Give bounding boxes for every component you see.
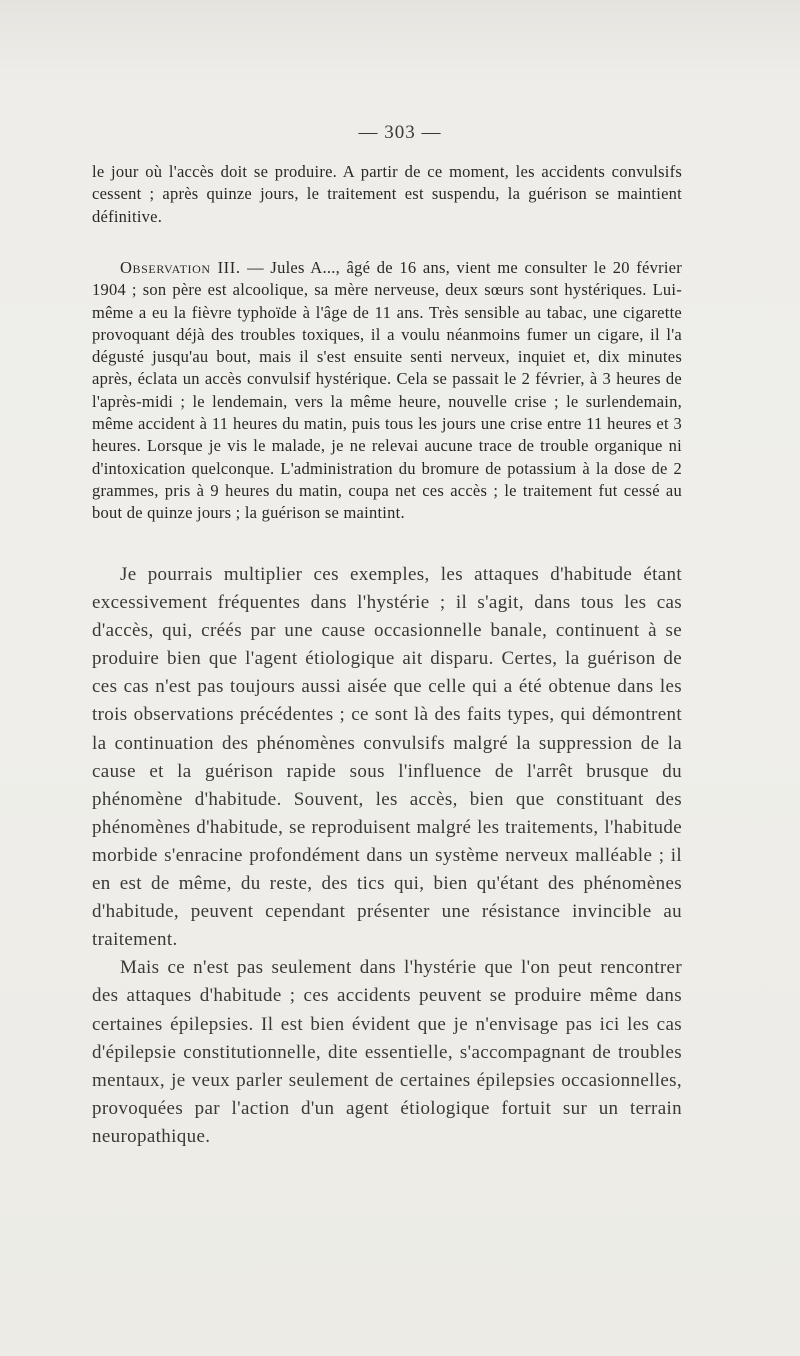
main-text-block	[92, 561, 682, 1151]
observation-continued-block	[92, 161, 682, 228]
observation-continued-paragraph: le jour où l'accès doit se produire. A partir de ce moment, les accidents convulsifs cessent ; après quinze jours, le traitement est suspendu, la guérison se maintient définitive.	[92, 162, 682, 226]
observation-3-label: Observation III.	[120, 258, 241, 277]
observation-3-block	[92, 257, 682, 525]
observation-3-paragraph	[92, 257, 682, 525]
observation-3-text: — Jules A..., âgé de 16 ans, vient me consulter le 20 février 1904 ; son père est alcoolique, sa mère nerveuse, deux sœurs sont hystériques. Lui-même a eu la fièvre typhoïde à l'âge de 11 ans. Très sensible au tabac, une cigarette provoquant déjà des troubles toxiques, il a voulu néanmoins fumer un cigare, il l'a dégusté jusqu'au bout, mais il s'est ensuite senti nerveux, inquiet et, dix minutes après, éclata un accès convulsif hystérique. Cela se passait le 2 février, à 3 heures de l'après-midi ; le lendemain, vers la même heure, nouvelle crise ; le surlendemain, même accident à 11 heures du matin, puis tous les jours une crise entre 11 heures et 3 heures. Lorsque je vis le malade, je ne relevai aucune trace de trouble organique ni d'intoxication quelconque. L'administration du bromure de potassium à la dose de 2 grammes, pris à 9 heures du matin, coupa net ces accès ; le traitement fut cessé au bout de quinze jours ; la guérison se maintint.	[92, 258, 682, 523]
page-number: — 303 —	[358, 122, 442, 143]
body-paragraph-2: Mais ce n'est pas seulement dans l'hystérie que l'on peut rencontrer des attaques d'habitude ; ces accidents peuvent se produire même dans certaines épilepsies. Il est bien évident que je n'envisage pas ici les cas d'épilepsie constitutionnelle, dite essentielle, s'accompagnant de troubles mentaux, je veux parler seulement de certaines épilepsies occasionnelles, provoquées par l'action d'un agent étiologique fortuit sur un terrain neuropathique.	[92, 957, 682, 1147]
body-paragraph-1: Je pourrais multiplier ces exemples, les attaques d'habitude étant excessivement fréquentes dans l'hystérie ; il s'agit, dans tous les cas d'accès, qui, créés par une cause occasionnelle banale, continuent à se produire bien que l'agent étiologique ait disparu. Certes, la guérison de ces cas n'est pas toujours aussi aisée que celle qui a été obtenue dans les trois observations précédentes ; ce sont là des faits types, qui démontrent la continuation des phénomènes convulsifs malgré la suppression de la cause et la guérison rapide sous l'influence de l'arrêt brusque du phénomène d'habitude. Souvent, les accès, bien que constituant des phénomènes d'habitude, se reproduisent malgré les traitements, l'habitude morbide s'enracine profondément dans un système nerveux malléable ; il en est de même, du reste, des tics qui, bien qu'étant des phénomènes d'habitude, peuvent cependant présenter une résistance invincible au traitement.	[92, 564, 682, 951]
